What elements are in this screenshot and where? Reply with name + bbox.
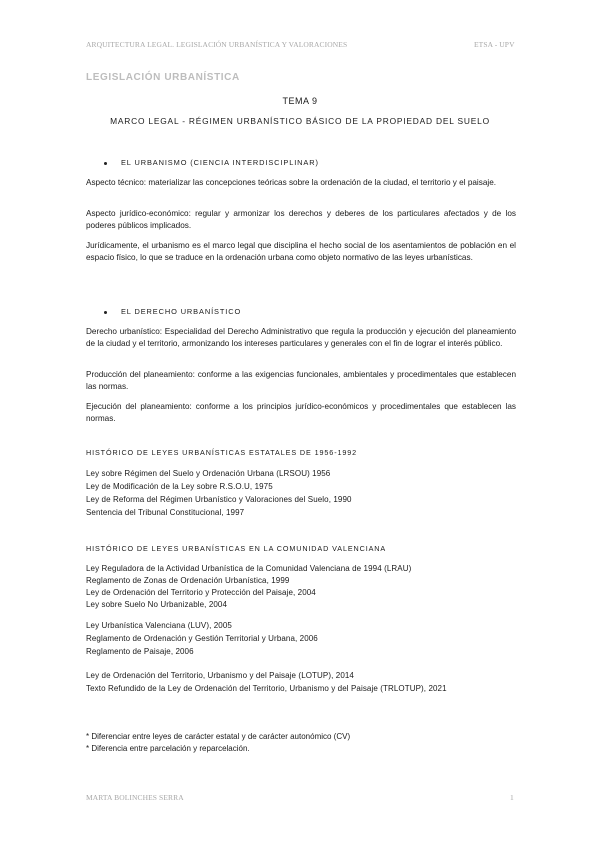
paragraph-aspecto-juridico: Aspecto jurídico-económico: regular y armonizar los derechos y deberes de los particulares afectados y de los poderes públicos implicados. xyxy=(86,209,516,230)
bullet-derecho xyxy=(104,307,241,316)
valencia-law-item: Ley de Ordenación del Territorio y Protección del Paisaje, 2004 xyxy=(86,588,316,597)
state-law-item: Ley de Reforma del Régimen Urbanístico y Valoraciones del Suelo, 1990 xyxy=(86,495,352,504)
paragraph-juridicamente: Jurídicamente, el urbanismo es el marco legal que disciplina el hecho social de los asentamientos de población en el espacio físico, lo que se traduce en la ordenación urbana como objeto normativo de las leyes urbanísticas. xyxy=(86,241,516,262)
valencia-law-item: Reglamento de Ordenación y Gestión Territorial y Urbana, 2006 xyxy=(86,634,318,643)
bullet-derecho-title: EL DERECHO URBANÍSTICO xyxy=(120,307,242,316)
bullet-dot-icon xyxy=(104,162,107,165)
state-law-item: Ley de Modificación de la Ley sobre R.S.O.U, 1975 xyxy=(86,482,273,491)
paragraph-ejecucion: Ejecución del planeamiento: conforme a los principios jurídico-económicos y procedimentales que establecen las normas. xyxy=(86,402,516,423)
page-number: 1 xyxy=(510,793,514,802)
tema-label: TEMA 9 xyxy=(282,96,318,106)
note-item: * Diferenciar entre leyes de carácter estatal y de carácter autonómico (CV) xyxy=(86,732,351,741)
valencia-law-item: Ley sobre Suelo No Urbanizable, 2004 xyxy=(86,600,228,609)
paragraph-derecho-urbanistico: Derecho urbanístico: Especialidad del Derecho Administrativo que regula la producción y ejecución del planeamiento de la ciudad y el territorio, armonizando los intereses particulares y generales con el fin de lograr el interés público. xyxy=(86,327,516,348)
valencia-law-item: Reglamento de Zonas de Ordenación Urbanística, 1999 xyxy=(86,576,290,585)
bullet-urbanismo xyxy=(104,158,319,167)
bullet-dot-icon xyxy=(104,311,107,314)
bullet-urbanismo-title: EL URBANISMO (CIENCIA INTERDISCIPLINAR) xyxy=(120,158,319,167)
main-title: MARCO LEGAL - RÉGIMEN URBANÍSTICO BÁSICO DE LA PROPIEDAD DEL SUELO xyxy=(110,116,490,126)
page-header-right: ETSA - UPV xyxy=(474,40,515,49)
valencia-law-item: Ley de Ordenación del Territorio, Urbanismo y del Paisaje (LOTUP), 2014 xyxy=(86,671,354,680)
state-law-item: Ley sobre Régimen del Suelo y Ordenación Urbana (LRSOU) 1956 xyxy=(86,469,331,478)
section-title: LEGISLACIÓN URBANÍSTICA xyxy=(86,72,240,83)
historic-state-title: HISTÓRICO DE LEYES URBANÍSTICAS ESTATALES DE 1956-1992 xyxy=(86,448,358,457)
note-item: * Diferencia entre parcelación y reparcelación. xyxy=(86,744,250,753)
page-footer-author: MARTA BOLINCHES SERRA xyxy=(86,793,184,802)
valencia-law-item: Ley Reguladora de la Actividad Urbanística de la Comunidad Valenciana de 1994 (LRAU) xyxy=(86,564,412,573)
state-law-item: Sentencia del Tribunal Constitucional, 1997 xyxy=(86,508,245,517)
valencia-law-item: Ley Urbanística Valenciana (LUV), 2005 xyxy=(86,621,232,630)
valencia-law-item: Texto Refundido de la Ley de Ordenación del Territorio, Urbanismo y del Paisaje (TRLOTUP), 2021 xyxy=(86,684,447,693)
historic-valencia-title: HISTÓRICO DE LEYES URBANÍSTICAS EN LA COMUNIDAD VALENCIANA xyxy=(86,544,387,553)
page-header-left: ARQUITECTURA LEGAL. LEGISLACIÓN URBANÍSTICA Y VALORACIONES xyxy=(86,40,348,49)
valencia-law-item: Reglamento de Paisaje, 2006 xyxy=(86,647,194,656)
paragraph-produccion: Producción del planeamiento: conforme a las exigencias funcionales, ambientales y procedimentales que establecen las normas. xyxy=(86,370,516,391)
paragraph-aspecto-tecnico: Aspecto técnico: materializar las concepciones teóricas sobre la ordenación de la ciudad, el territorio y el paisaje. xyxy=(86,178,497,187)
